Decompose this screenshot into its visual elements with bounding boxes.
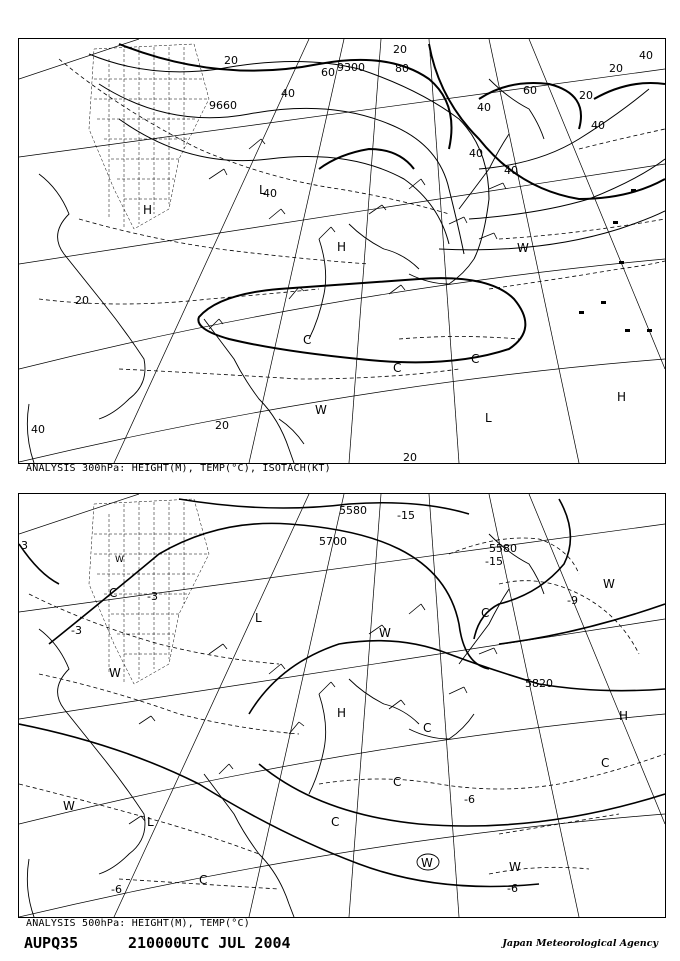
height-label-9300: 9300	[337, 61, 365, 74]
wind-barbs	[209, 139, 506, 329]
temp-label: -15	[485, 555, 503, 568]
center-symbol: H	[617, 390, 627, 404]
isotach-label: 40	[504, 164, 518, 177]
center-symbol: C	[601, 756, 610, 770]
map-500hpa-canvas	[19, 494, 665, 917]
pressure-centers	[63, 555, 628, 887]
isotach-label: 40	[281, 87, 295, 100]
isotach-label: 20	[215, 419, 229, 432]
temp-label: -3	[71, 624, 82, 637]
center-symbol: W	[63, 799, 75, 813]
isotach-label: 40	[477, 101, 491, 114]
center-symbol: C	[109, 586, 118, 600]
temp-label: -6	[464, 793, 475, 806]
valid-time: 210000UTC JUL 2004	[128, 934, 291, 952]
temp-label: -3	[147, 590, 158, 603]
center-symbol: L	[485, 411, 492, 425]
isotach-label: 20	[403, 451, 417, 463]
isotach-label: 20	[609, 62, 623, 75]
caption-300hpa: ANALYSIS 300hPa: HEIGHT(M), TEMP(°C), ISOTACH(KT)	[26, 463, 331, 474]
map-500hpa	[18, 493, 666, 918]
center-symbol: H	[143, 203, 153, 217]
height-label-5820: 5820	[525, 677, 553, 690]
center-symbol: C	[481, 606, 490, 620]
center-symbol: C	[471, 352, 480, 366]
temp-label: -15	[397, 509, 415, 522]
center-symbol: C	[331, 815, 340, 829]
center-symbol: W	[603, 577, 615, 591]
temp-label: 3	[21, 539, 28, 552]
isotach-label: 40	[469, 147, 483, 160]
isotach-label: 20	[75, 294, 89, 307]
agency-credit: Japan Meteorological Agency	[502, 938, 658, 949]
coastlines	[27, 534, 544, 917]
temp-label: -9	[567, 594, 578, 607]
height-label-5700: 5700	[319, 535, 347, 548]
center-symbol: C	[303, 333, 312, 347]
height-label-5580: 5580	[489, 542, 517, 555]
height-label-5580: 5580	[339, 504, 367, 517]
temp-label: -6	[111, 883, 122, 896]
center-symbol: L	[259, 183, 266, 197]
center-symbol: W	[517, 241, 529, 255]
center-symbol: H	[337, 706, 347, 720]
caption-500hpa: ANALYSIS 500hPa: HEIGHT(M), TEMP(°C)	[26, 918, 250, 929]
center-symbol: C	[393, 361, 402, 375]
center-symbol: C	[199, 873, 208, 887]
center-symbol: W	[509, 860, 521, 874]
center-symbol: L	[147, 815, 154, 829]
isotach-label: 80	[395, 62, 409, 75]
isotach-label: 60	[523, 84, 537, 97]
isotach-label: 60	[321, 66, 335, 79]
temp-label: -6	[507, 882, 518, 895]
isotach-label: 40	[263, 187, 277, 200]
isotach-label: 20	[224, 54, 238, 67]
isotherms	[39, 59, 665, 379]
center-symbol: W	[109, 666, 121, 680]
map-300hpa	[18, 38, 666, 464]
isotach-label: 40	[639, 49, 653, 62]
center-symbol: H	[337, 240, 347, 254]
height-label-9660: 9660	[209, 99, 237, 112]
center-symbol: W	[315, 403, 327, 417]
center-symbol: H	[619, 709, 629, 723]
temp-labels	[21, 509, 578, 896]
isotach-label: 40	[591, 119, 605, 132]
coastlines	[27, 79, 544, 463]
isotach-label: 20	[579, 89, 593, 102]
center-symbol: W	[421, 856, 433, 870]
center-symbol: W	[379, 626, 391, 640]
isotach-label: 40	[31, 423, 45, 436]
center-symbol: C	[393, 775, 402, 789]
center-symbol: C	[423, 721, 432, 735]
isotach-label: 20	[393, 43, 407, 56]
product-code: AUPQ35	[24, 934, 79, 952]
height-contours	[89, 54, 665, 259]
wind-barbs	[129, 604, 497, 824]
center-symbol: L	[255, 611, 262, 625]
center-symbol: W	[115, 555, 124, 565]
map-300hpa-canvas	[19, 39, 665, 463]
